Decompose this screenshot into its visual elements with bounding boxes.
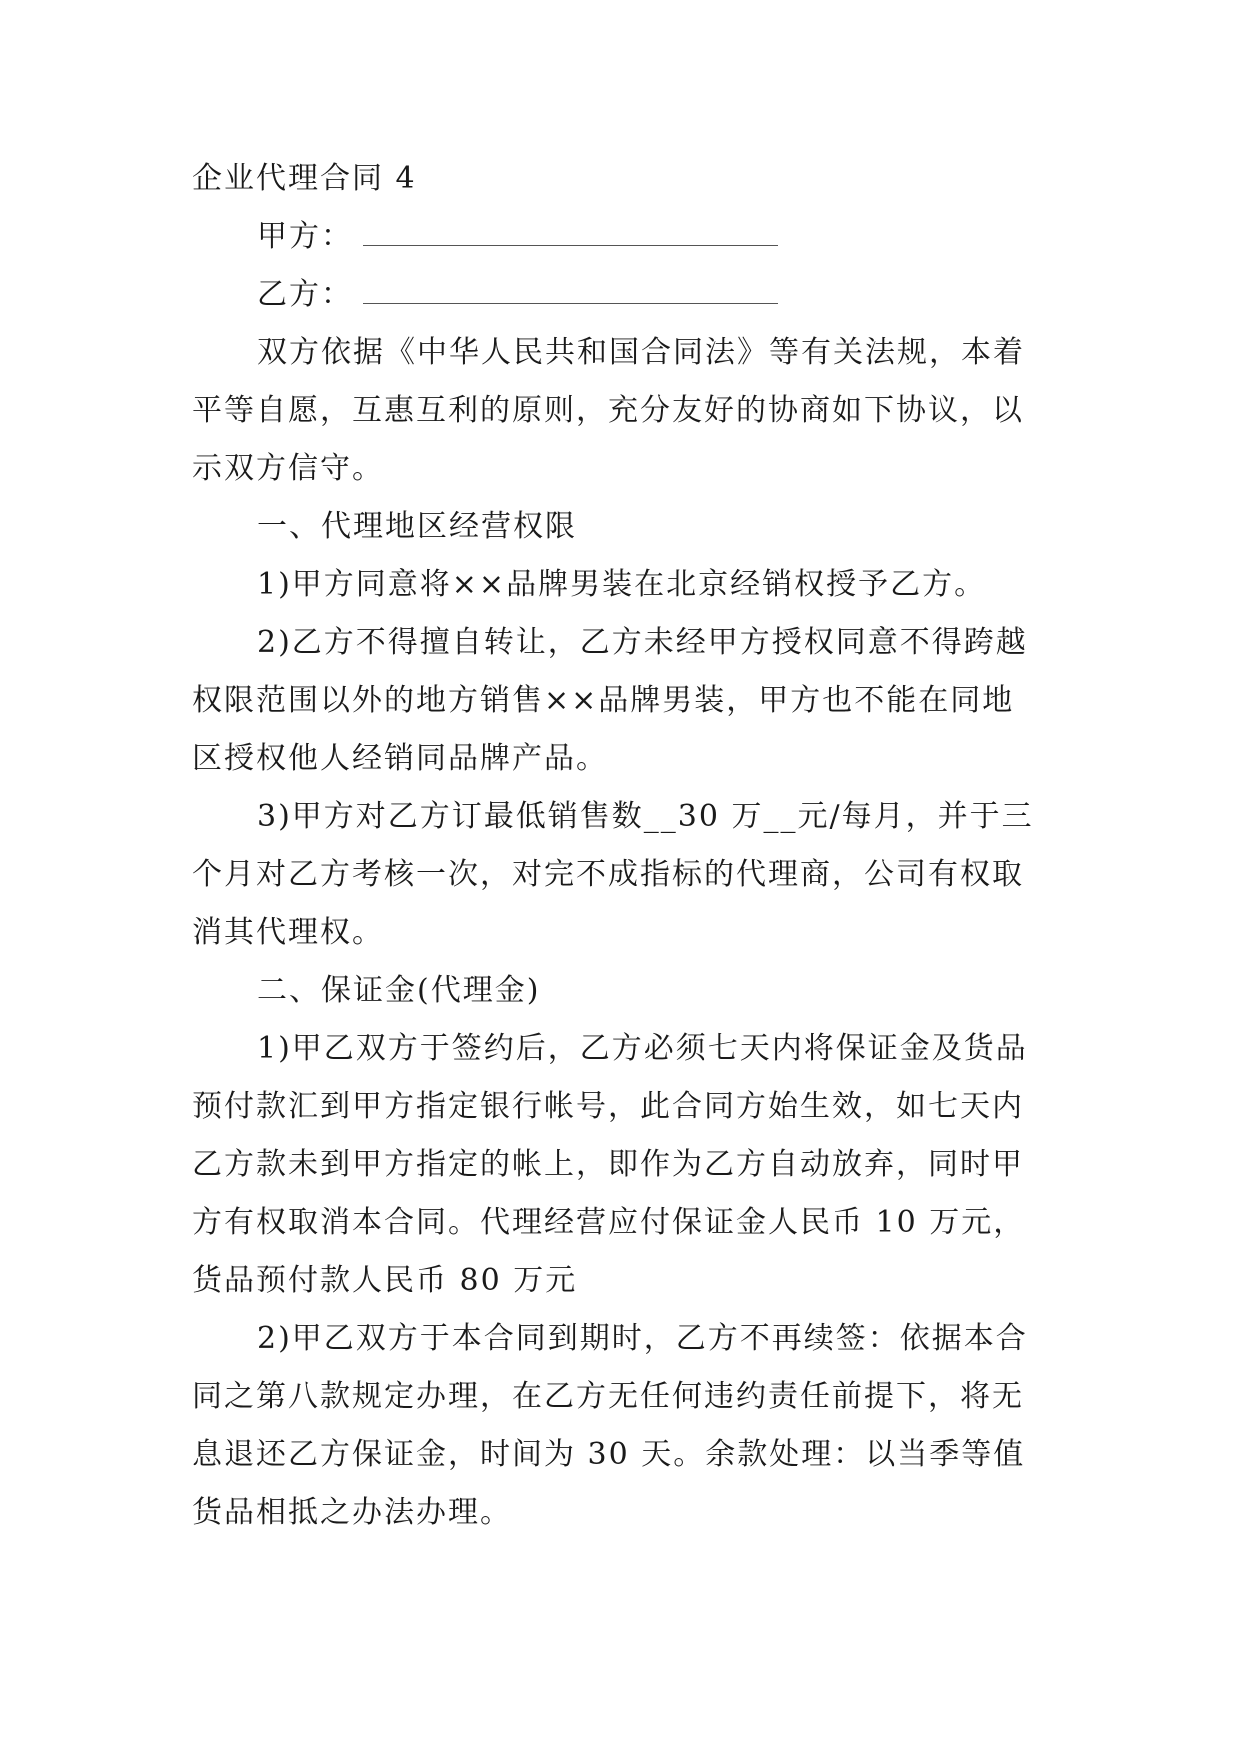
paragraph-line: 个月对乙方考核一次，对完不成指标的代理商，公司有权取 (192, 857, 1024, 892)
document-title: 企业代理合同 4 (192, 161, 417, 196)
paragraph-line: 预付款汇到甲方指定银行帐号，此合同方始生效，如七天内 (192, 1089, 1024, 1124)
section-heading-2 (192, 962, 1052, 1020)
paragraph-line: 权限范围以外的地方销售××品牌男装，甲方也不能在同地 (192, 683, 1015, 718)
party-a-blank (363, 217, 778, 246)
party-a-line (192, 208, 1052, 266)
paragraph-line: 方有权取消本合同。代理经营应付保证金人民币 10 万元， (192, 1205, 1026, 1240)
paragraph-line: 区授权他人经销同品牌产品。 (192, 741, 608, 776)
heading-line: 二、保证金(代理金) (257, 973, 541, 1008)
paragraph-line: 1)甲方同意将××品牌男装在北京经销权授予乙方。 (257, 567, 987, 602)
party-b-label: 乙方： (257, 277, 353, 312)
paragraph-preamble (192, 324, 1052, 498)
document-page (192, 150, 1052, 1542)
paragraph-line: 同之第八款规定办理，在乙方无任何违约责任前提下，将无 (192, 1379, 1024, 1414)
party-a-label: 甲方： (257, 219, 353, 254)
party-b-line (192, 266, 1052, 324)
paragraph-line: 双方依据《中华人民共和国合同法》等有关法规，本着 (257, 335, 1025, 370)
clause-1-1 (192, 556, 1052, 614)
paragraph-line: 货品相抵之办法办理。 (192, 1495, 512, 1530)
paragraph-line: 乙方款未到甲方指定的帐上，即作为乙方自动放弃，同时甲 (192, 1147, 1024, 1182)
paragraph-line: 1)甲乙双方于签约后，乙方必须七天内将保证金及货品 (257, 1031, 1028, 1066)
clause-1-3 (192, 788, 1052, 962)
paragraph-line: 2)甲乙双方于本合同到期时，乙方不再续签：依据本合 (257, 1321, 1028, 1356)
paragraph-line: 平等自愿，互惠互利的原则，充分友好的协商如下协议，以 (192, 393, 1024, 428)
paragraph-line: 示双方信守。 (192, 451, 384, 486)
clause-1-2 (192, 614, 1052, 788)
clause-2-1 (192, 1020, 1052, 1310)
paragraph-line: 货品预付款人民币 80 万元 (192, 1263, 578, 1298)
paragraph-line: 2)乙方不得擅自转让，乙方未经甲方授权同意不得跨越 (257, 625, 1028, 660)
clause-2-2 (192, 1310, 1052, 1542)
party-b-blank (363, 275, 778, 304)
heading-line: 一、代理地区经营权限 (257, 509, 577, 544)
section-heading-1 (192, 498, 1052, 556)
paragraph-line: 消其代理权。 (192, 915, 384, 950)
paragraph-line: 息退还乙方保证金，时间为 30 天。余款处理：以当季等值 (192, 1437, 1026, 1472)
paragraph-line: 3)甲方对乙方订最低销售数__30 万__元/每月，并于三 (257, 799, 1034, 834)
